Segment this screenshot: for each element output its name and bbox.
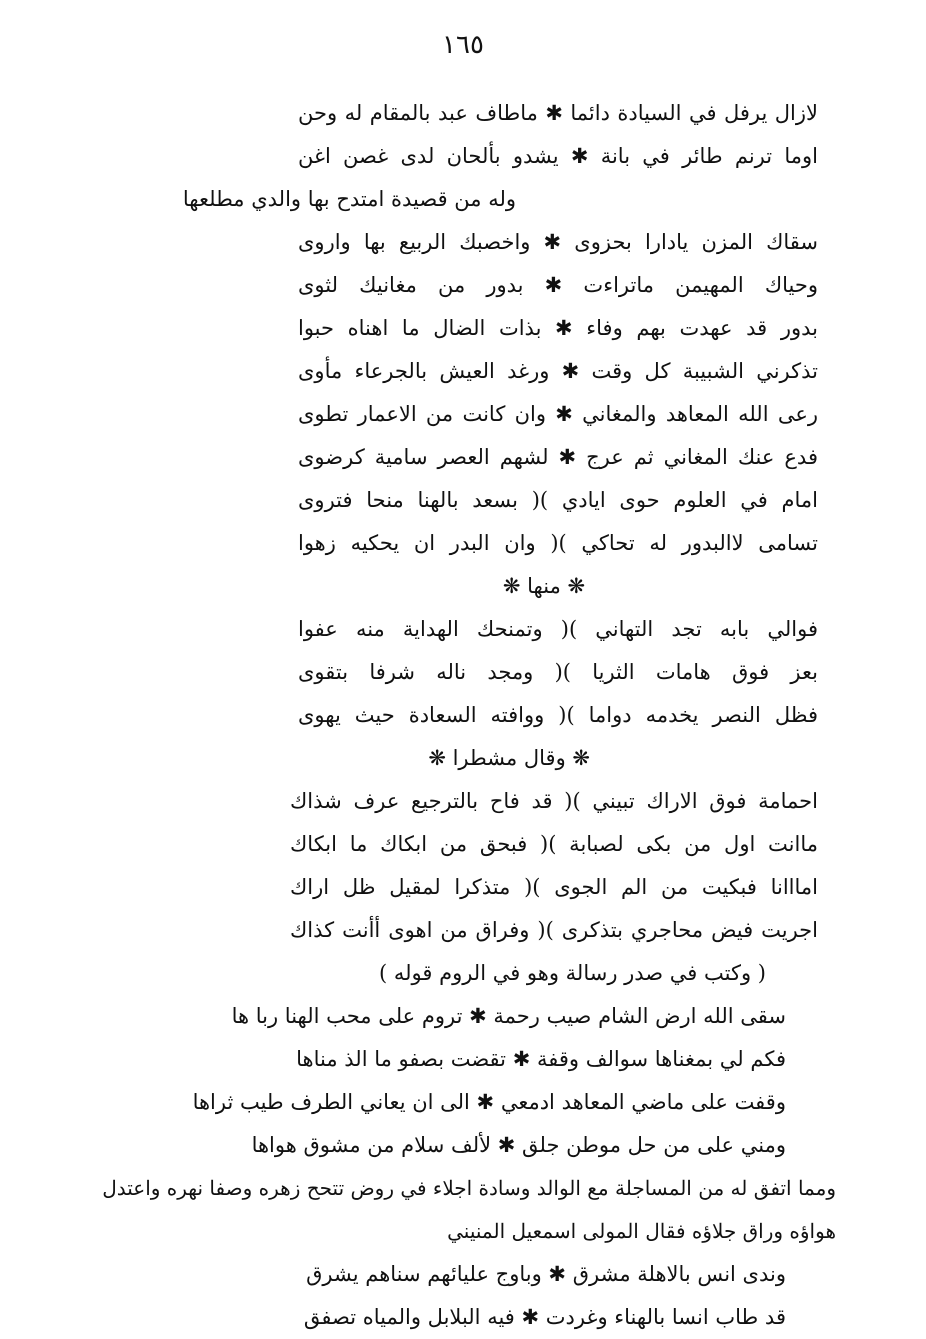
section-heading: ❋ وقال مشطرا ❋: [428, 746, 590, 770]
verse-line: قد طاب انسا بالهناء وغردت ✱ فيه البلابل والمياه تصفق: [303, 1305, 786, 1329]
prose-line: هواؤه وراق جلاؤه فقال المولى اسمعيل المنيني: [447, 1219, 836, 1243]
section-heading: ❋ منها ❋: [502, 574, 586, 598]
verse-line: فكم لي بمغناها سوالف وقفة ✱ تقضت بصفو ما الذ مناها: [296, 1047, 786, 1071]
verse-line: امااانا فبكيت من الم الجوى )( متذكرا لمقيل ظل اراك: [290, 875, 818, 899]
page-number: ١٦٥: [442, 30, 484, 60]
prose-line: ومما اتفق له من المساجلة مع الوالد وسادة اجلاء في روض تتحح زهره وصفا نهره واعتدل: [102, 1176, 836, 1200]
verse-line: اجريت فيض محاجري بتذكرى )( وفراق من اهوى أأنت كذاك: [290, 918, 818, 942]
verse-line: احمامة فوق الاراك تبيني )( قد فاح بالترجيع عرف شذاك: [290, 789, 818, 813]
section-heading: وله من قصيدة امتدح بها والدي مطلعها: [182, 187, 516, 211]
verse-line: فظل النصر يخدمه دواما )( ووافته السعادة حيث يهوى: [298, 703, 818, 727]
verse-line: تسامى لاالبدور له تحاكي )( وان البدر ان يحكيه زهوا: [298, 531, 818, 555]
verse-line: بدور قد عهدت بهم وفاء ✱ بذات الضال ما اهناه حبوا: [298, 316, 818, 340]
verse-line: تذكرني الشبيبة كل وقت ✱ ورغد العيش بالجرعاء مأوى: [298, 359, 818, 383]
verse-line: ماانت اول من بكى لصبابة )( فبحق من ابكاك ما ابكاك: [290, 832, 818, 856]
text-body: [0, 92, 926, 1339]
verse-line: رعى الله المعاهد والمغاني ✱ وان كانت من الاعمار تطوى: [298, 402, 818, 426]
verse-line: سقاك المزن يادارا بحزوى ✱ واخصبك الربيع بها واروى: [298, 230, 818, 254]
verse-line: امام في العلوم حوى ايادي )( بسعد بالهنا منحا فتروى: [298, 488, 818, 512]
verse-line: وحياك المهيمن ماتراءت ✱ بدور من مغانيك لثوى: [298, 273, 818, 297]
section-heading: ( وكتب في صدر رسالة وهو في الروم قوله ): [378, 961, 766, 985]
verse-line: بعز فوق هامات الثريا )( ومجد ناله شرفا بتقوى: [298, 660, 818, 684]
verse-line: اوما ترنم طائر في بانة ✱ يشدو بألحان لدى غصن اغن: [298, 144, 818, 168]
verse-line: سقى الله ارض الشام صيب رحمة ✱ تروم على محب الهنا ربا ها: [231, 1004, 786, 1028]
verse-line: فدع عنك المغاني ثم عرج ✱ لشهم العصر سامية كرضوى: [298, 445, 818, 469]
verse-line: وندى انس بالاهلة مشرق ✱ وباوج عليائهم سناهم يشرق: [306, 1262, 786, 1286]
verse-line: لازال يرفل في السيادة دائما ✱ ماطاف عبد بالمقام له وحن: [298, 101, 818, 125]
verse-line: ومني على من حل موطن جلق ✱ لألف سلام من مشوق هواها: [251, 1133, 786, 1157]
verse-line: فوالي بابه تجد التهاني )( وتمنحك الهداية منه عفوا: [298, 617, 818, 641]
verse-line: وقفت على ماضي المعاهد ادمعي ✱ الى ان يعاني الطرف طيب ثراها: [192, 1090, 786, 1114]
